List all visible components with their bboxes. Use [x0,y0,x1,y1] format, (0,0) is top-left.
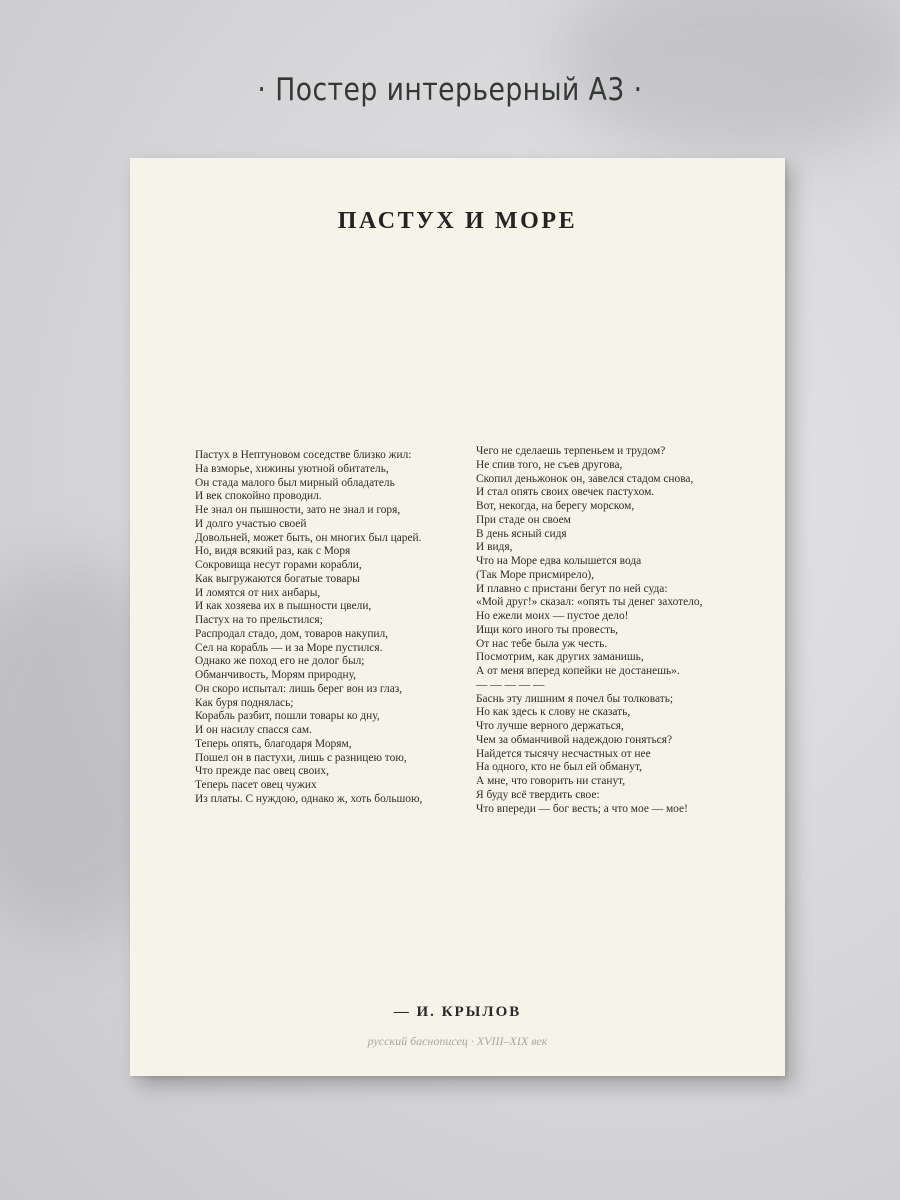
poem-left-column [195,449,422,807]
poem-line: Баснь эту лишним я почел бы толковать; [476,692,674,705]
poem-line: На одного, кто не был ей обманут, [476,761,642,774]
poem-line: Вот, некогда, на берегу морском, [476,500,635,512]
poem-line: В день ясный сидя [476,527,567,540]
poem-line: Что лучше верного держаться, [476,720,624,732]
poem-line: Но ежели моих — пустое дело! [476,610,629,622]
header-caption: · Постер интерьерный А3 · [257,72,643,108]
poem-line: Довольней, может быть, он многих был царей. [195,531,422,544]
poem-line: Однако же поход его не долог был; [195,655,365,668]
poem-line: Как буря поднялась; [195,696,294,709]
poem-line: Пастух в Нептуновом соседстве близко жил: [195,449,412,461]
poem-line: Скопил деньжонок он, завелся стадом снова, [476,472,694,485]
poem-line: «Мой друг!» сказал: «опять ты денег захотело, [476,596,703,609]
poem-line: И долго участью своей [195,517,307,530]
poem-line: На взморье, хижины уютной обитатель, [195,462,389,475]
poem-line: — — — — — [476,678,545,691]
poem-line: Теперь пасет овец чужих [195,779,317,791]
poem-line: Чем за обманчивой надеждою гоняться? [476,733,673,746]
poem-line: Но как здесь к слову не сказать, [476,706,631,719]
poem-line: Что на Море едва колышется вода [476,555,642,567]
poem-line: И век спокойно проводил. [195,490,322,503]
poem-line: Что впереди — бог весть; а что мое — мое! [476,802,688,815]
poem-line: Но, видя всякий раз, как с Моря [195,545,351,558]
poem-line: Корабль разбит, пошли товары ко дну, [195,710,380,723]
poem-line: Ищи кого иного ты провесть, [476,623,619,636]
poem-line: Что прежде пас овец своих, [195,765,329,778]
poem-line: От нас тебе была уж честь. [476,637,608,650]
poem-line: Не спив того, не съев другова, [476,458,623,471]
poster [130,158,785,1076]
poster-subtitle: русский баснописец · XVIII–XIX век [367,1034,548,1048]
poem-line: Чего не сделаешь терпеньем и трудом? [476,445,666,457]
poem-line: А от меня вперед копейки не достанешь». [476,665,680,677]
poem-line: Как выгружаются богатые товары [195,572,360,585]
poem-line: Сел на корабль — и за Море пустился. [195,641,383,654]
poem-line: Сокровища несут горами корабли, [195,559,362,571]
poem-line: Он стада малого был мирный обладатель [195,476,395,489]
poem-line: Посмотрим, как других заманишь, [476,651,644,664]
poem-line: И стал опять своих овечек пастухом. [476,486,655,499]
poster-title: ПАСТУХ И МОРЕ [337,208,578,234]
poem-line: Не знал он пышности, зато не знал и горя, [195,504,401,516]
poem-right-column [476,445,702,816]
poem-line: Распродал стадо, дом, товаров накупил, [195,627,389,640]
poem-line: (Так Море присмирело), [476,568,595,581]
poem-line: И он насилу спасся сам. [195,724,312,736]
poem-line: И видя, [476,541,513,554]
poem-line: Он скоро испытал: лишь берег вон из глаз, [195,682,403,695]
poem-line: Теперь опять, благодаря Морям, [195,737,352,750]
poem-line: Из платы. С нуждою, однако ж, хоть большою, [195,792,423,805]
poem-line: Пошел он в пастухи, лишь с разницею тою, [195,751,407,764]
poem-line: А мне, что говорить ни станут, [476,775,626,787]
poem-line: И плавно с пристани бегут по ней суда: [476,582,668,595]
poem-line: И ломятся от них анбары, [195,586,321,599]
poem-line: Найдется тысячу несчастных от нее [476,747,651,760]
poem-line: При стаде он своем [476,513,571,526]
poster-author: — И. КРЫЛОВ [393,1004,522,1020]
poem-line: И как хозяева их в пышности цвели, [195,600,372,613]
poem-line: Обманчивость, Морям природну, [195,669,356,681]
poem-line: Я буду всё твердить свое: [476,788,600,801]
poem-line: Пастух на то прельстился; [195,614,323,626]
